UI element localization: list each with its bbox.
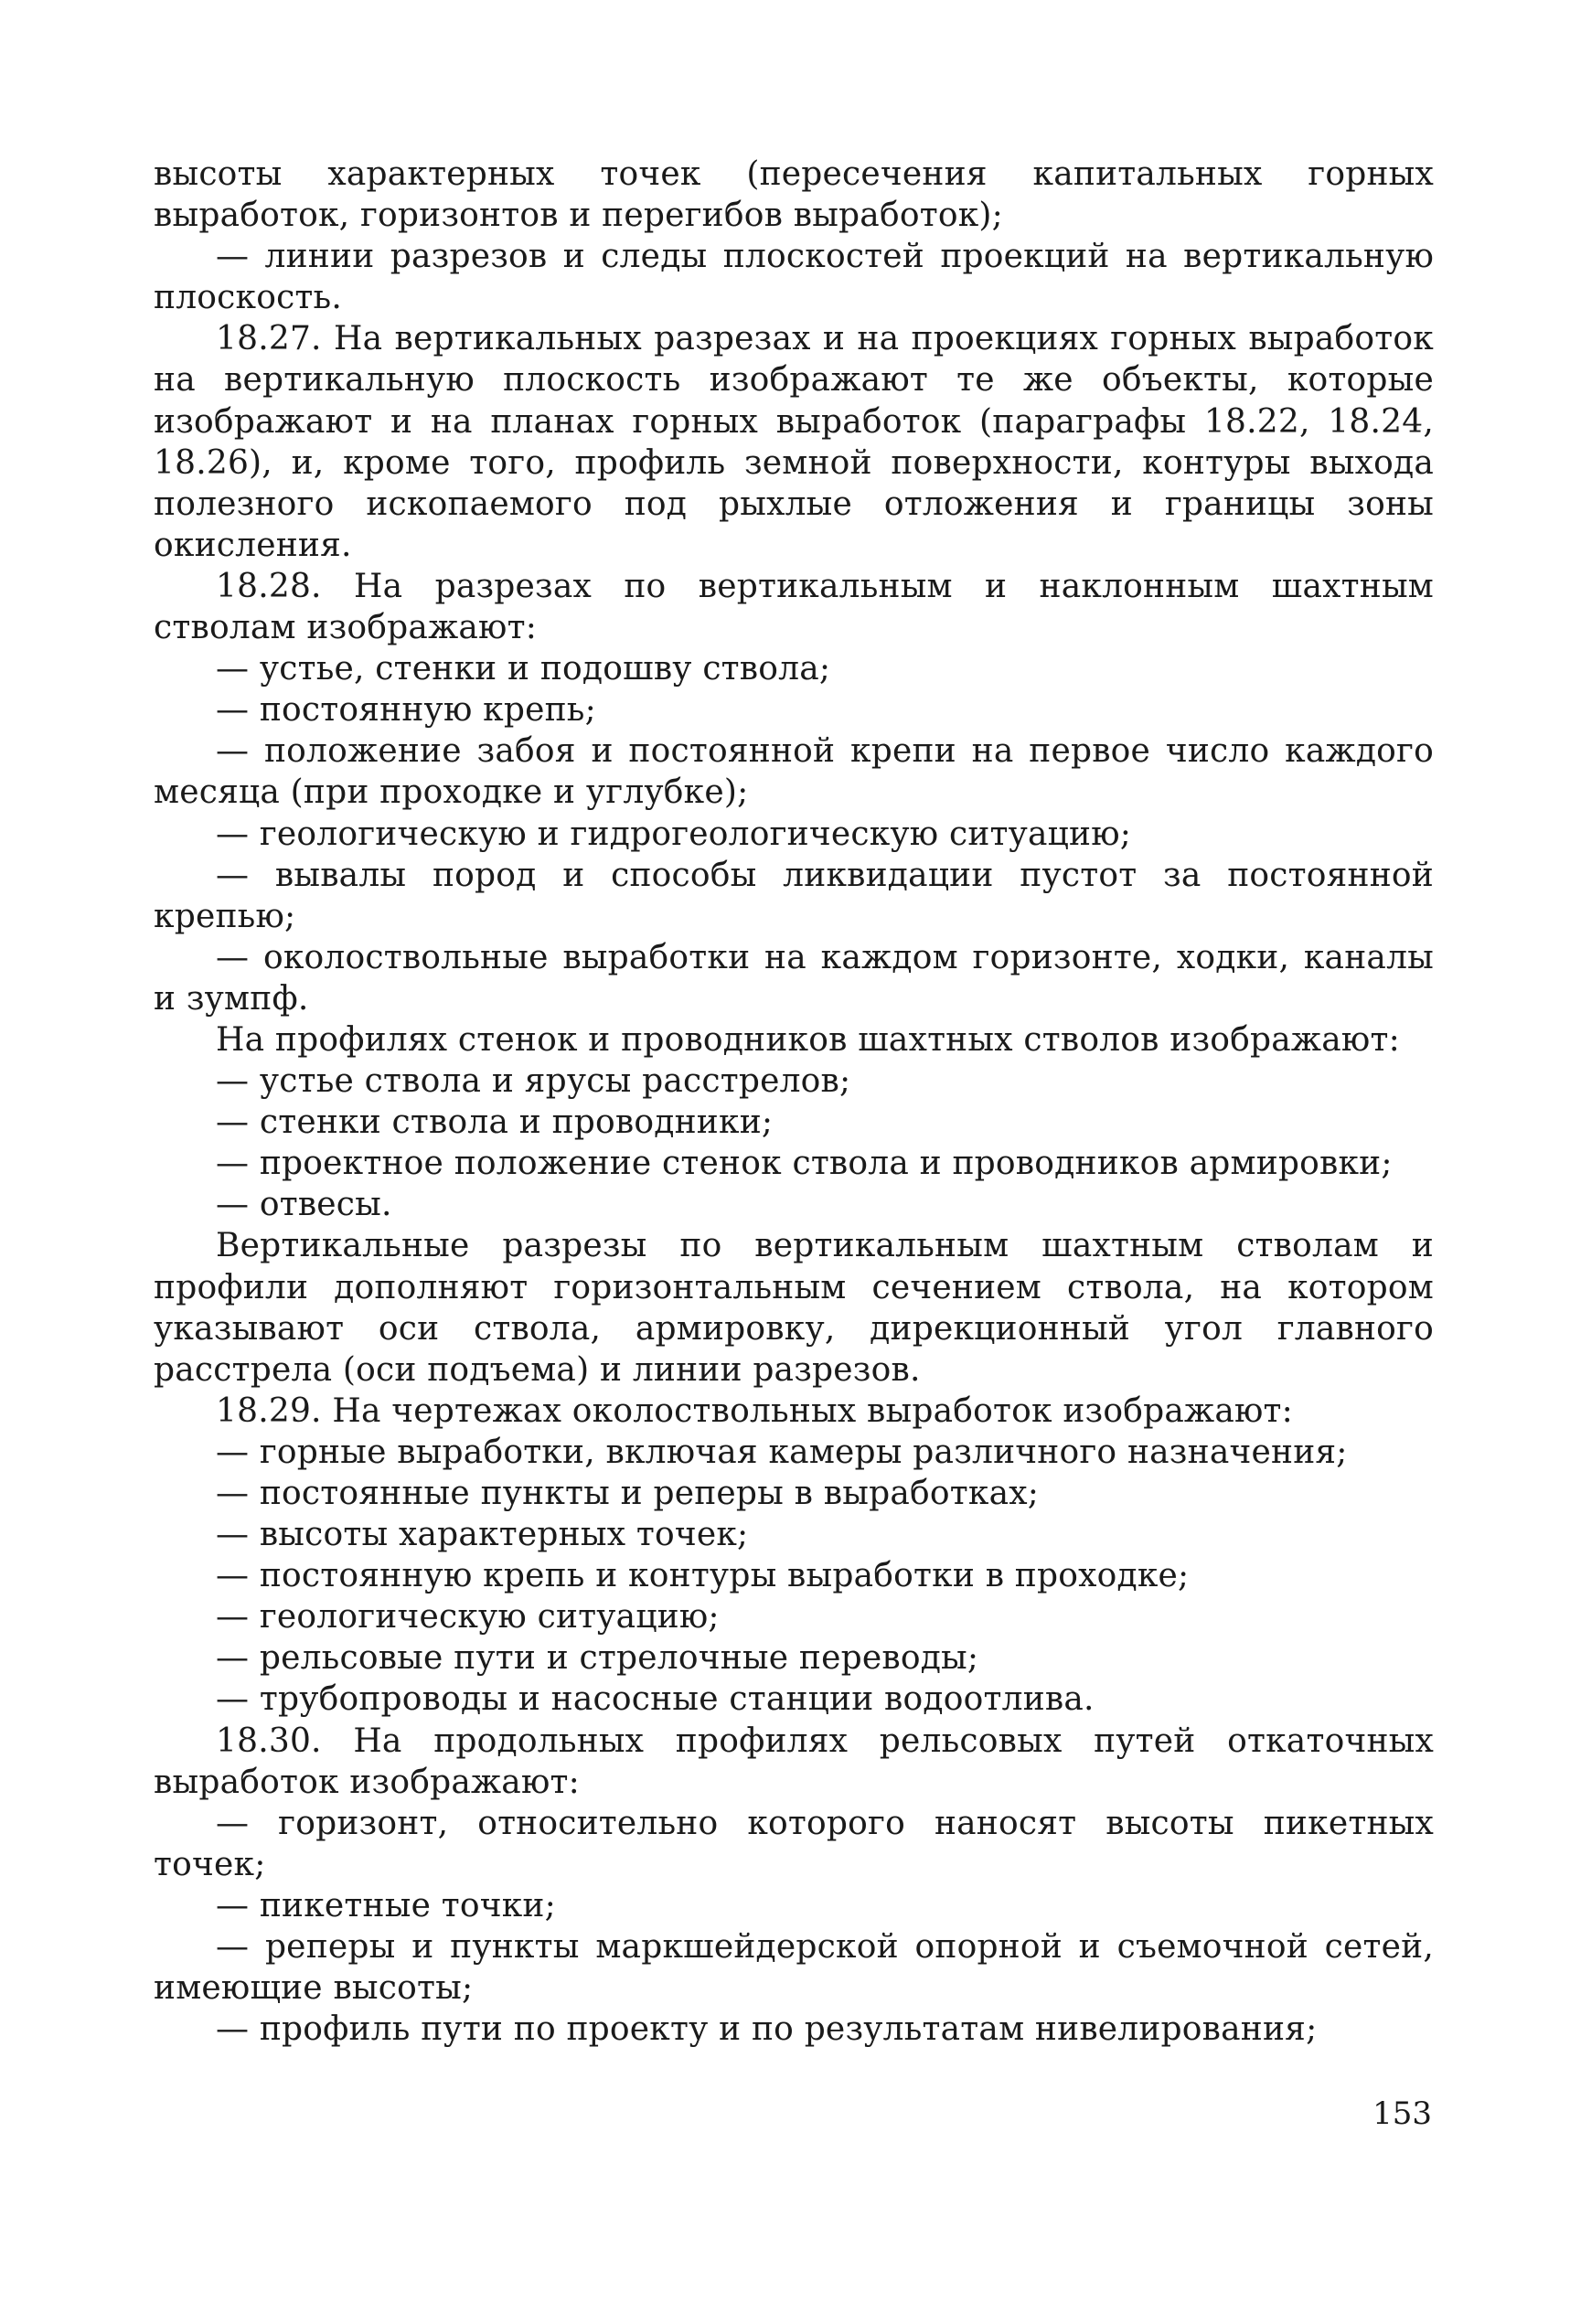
paragraph-18-30: 18.30. На продольных профилях рельсовых путей откаточных выработок изображают: [154,1722,1434,1801]
paragraph-18-29: 18.29. На чертежах околоствольных выработок изображают: [216,1391,1293,1430]
paragraph-18-27: 18.27. На вертикальных разрезах и на проекциях горных выработок на вертикальную плоскость изображают те же объекты, которые изображают и на планах горных выработок (параграфы 18.22, 18.24, 18.26), и, кроме того, профиль земной поверхности, контуры выхода полезного ископаемого под рыхлые отложения и границы зоны окисления. [154,320,1434,564]
list-item: — горизонт, относительно которого наносят высоты пикетных точек; [154,1804,1434,1883]
list-item: — околоствольные выработки на каждом горизонте, ходки, каналы и зумпф. [154,938,1434,1018]
list-item-cross-section-lines: — линии разрезов и следы плоскостей проекций на вертикальную плоскость. [154,238,1434,317]
list-item: — постоянную крепь; [216,691,596,730]
list-item: — стенки ствола и проводники; [216,1103,774,1142]
paragraph-continuation: высоты характерных точек (пересечения капитальных горных выработок, горизонтов и перегибов выработок); [154,155,1434,235]
list-item: — геологическую и гидрогеологическую ситуацию; [216,815,1132,853]
list-item: — пикетные точки; [216,1886,556,1924]
list-item: — реперы и пункты маркшейдерской опорной и съемочной сетей, имеющие высоты; [154,1928,1434,2008]
list-item: — проектное положение стенок ствола и проводников армировки; [216,1145,1393,1183]
list-item: — положение забоя и постоянной крепи на первое число каждого месяца (при проходке и углубке); [154,732,1434,812]
list-item: — геологическую ситуацию; [216,1598,720,1636]
paragraph-vertical-sections: Вертикальные разрезы по вертикальным шахтным стволам и профили дополняют горизонтальным сечением ствола, на котором указывают оси ствола, армировку, дирекционный угол главного расстрела (оси подъема) и линии разрезов. [154,1227,1434,1389]
list-item: — рельсовые пути и стрелочные переводы; [216,1639,979,1678]
page-number: 153 [1372,2095,1432,2132]
list-item: — профиль пути по проекту и по результатам нивелирования; [216,2010,1318,2049]
list-item: — трубопроводы и насосные станции водоотлива. [216,1680,1095,1719]
list-item: — горные выработки, включая камеры различного назначения; [216,1433,1348,1471]
body-text [154,154,1434,2050]
list-item: — высоты характерных точек; [216,1516,749,1554]
list-item: — постоянную крепь и контуры выработки в проходке; [216,1557,1190,1595]
list-item: — постоянные пункты и реперы в выработках; [216,1475,1040,1512]
list-item: — устье, стенки и подошву ствола; [216,650,831,688]
list-item: — отвесы. [216,1186,392,1224]
list-item: — вывалы пород и способы ликвидации пустот за постоянной крепью; [154,856,1434,935]
paragraph-shaft-profiles: На профилях стенок и проводников шахтных стволов изображают: [216,1020,1400,1059]
list-item: — устье ствола и ярусы расстрелов; [216,1062,851,1101]
paragraph-18-28: 18.28. На разрезах по вертикальным и наклонным шахтным стволам изображают: [154,567,1434,647]
